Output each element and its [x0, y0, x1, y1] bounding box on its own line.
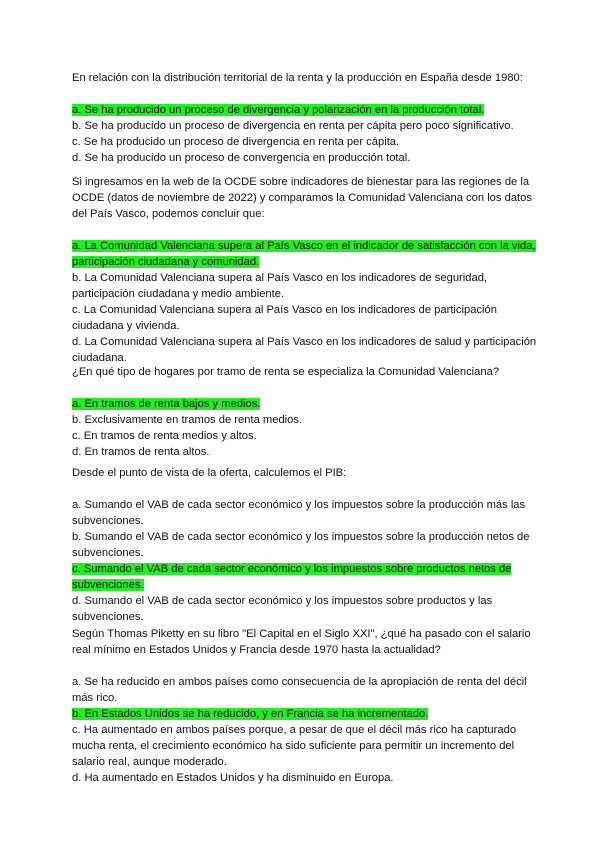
answer-option	[72, 238, 542, 270]
question-2	[72, 174, 542, 366]
answer-option: d. Ha aumentado en Estados Unidos y ha disminuido en Europa.	[72, 772, 394, 784]
question-3	[72, 364, 542, 460]
question-stem: Desde el punto de vista de la oferta, calculemos el PIB:	[72, 467, 347, 479]
answer-option: d. Se ha producido un proceso de convergencia en producción total.	[72, 152, 411, 164]
answer-option	[72, 706, 542, 722]
answer-option: b. Exclusivamente en tramos de renta medios.	[72, 414, 303, 426]
answer-option: d. La Comunidad Valenciana supera al País Vasco en los indicadores de salud y participación ciudadana.	[72, 336, 537, 364]
correct-answer-highlight: a. En tramos de renta bajos y medios.	[72, 398, 261, 410]
answer-option: c. Ha aumentado en ambos países porque, a pesar de que el décil más rico ha capturado mucha renta, el crecimiento económico ha sido suficiente para permitir un incremento del salario real, aunque moderado.	[72, 724, 517, 768]
question-stem: Según Thomas Piketty en su libro "El Capital en el Siglo XXI", ¿qué ha pasado con el salario real mínimo en Estados Unidos y Francia desde 1970 hasta la actualidad?	[72, 628, 531, 656]
answer-option: a. Sumando el VAB de cada sector económico y los impuestos sobre la producción más las subvenciones.	[72, 499, 526, 527]
answer-option: d. Sumando el VAB de cada sector económico y los impuestos sobre productos y las subvenciones.	[72, 595, 493, 623]
correct-answer-highlight: a. La Comunidad Valenciana supera al País Vasco en el indicador de satisfacción con la vida, participación ciudadana y comunidad.	[72, 240, 536, 268]
answer-option	[72, 102, 542, 118]
question-5	[72, 626, 542, 786]
answer-option: b. Se ha producido un proceso de divergencia en renta per cápita pero poco significativo.	[72, 120, 514, 132]
answer-option: b. La Comunidad Valenciana supera al País Vasco en los indicadores de seguridad, participación ciudadana y medio ambiente.	[72, 272, 488, 300]
correct-answer-highlight: b. En Estados Unidos se ha reducido, y en Francia se ha incrementado.	[72, 708, 429, 720]
correct-answer-highlight: a. Se ha producido un proceso de divergencia y polarización en la producción total.	[72, 104, 485, 116]
answer-option: b. Sumando el VAB de cada sector económico y los impuestos sobre la producción netos de subvenciones.	[72, 531, 530, 559]
answer-option: d. En tramos de renta altos.	[72, 446, 210, 458]
answer-option	[72, 561, 542, 593]
question-4	[72, 465, 542, 625]
question-stem: ¿En qué tipo de hogares por tramo de renta se especializa la Comunidad Valenciana?	[72, 366, 500, 378]
answer-option: c. En tramos de renta medios y altos.	[72, 430, 257, 442]
question-1	[72, 70, 542, 166]
question-stem: Si ingresamos en la web de la OCDE sobre indicadores de bienestar para las regiones de la OCDE (datos de noviembre de 2022) y comparamos la Comunidad Valenciana con los datos del País Vasco, podemos concluir que:	[72, 176, 532, 220]
question-stem: En relación con la distribución territorial de la renta y la producción en España desde 1980:	[72, 72, 523, 84]
answer-option: c. La Comunidad Valenciana supera al País Vasco en los indicadores de participación ciudadana y vivienda.	[72, 304, 497, 332]
correct-answer-highlight: c. Sumando el VAB de cada sector económico y los impuestos sobre productos netos de subvenciones.	[72, 563, 512, 591]
answer-option: a. Se ha reducido en ambos países como consecuencia de la apropiación de renta del décil más rico.	[72, 676, 527, 704]
answer-option	[72, 396, 542, 412]
answer-option: c. Se ha producido un proceso de divergencia en renta per cápita.	[72, 136, 400, 148]
